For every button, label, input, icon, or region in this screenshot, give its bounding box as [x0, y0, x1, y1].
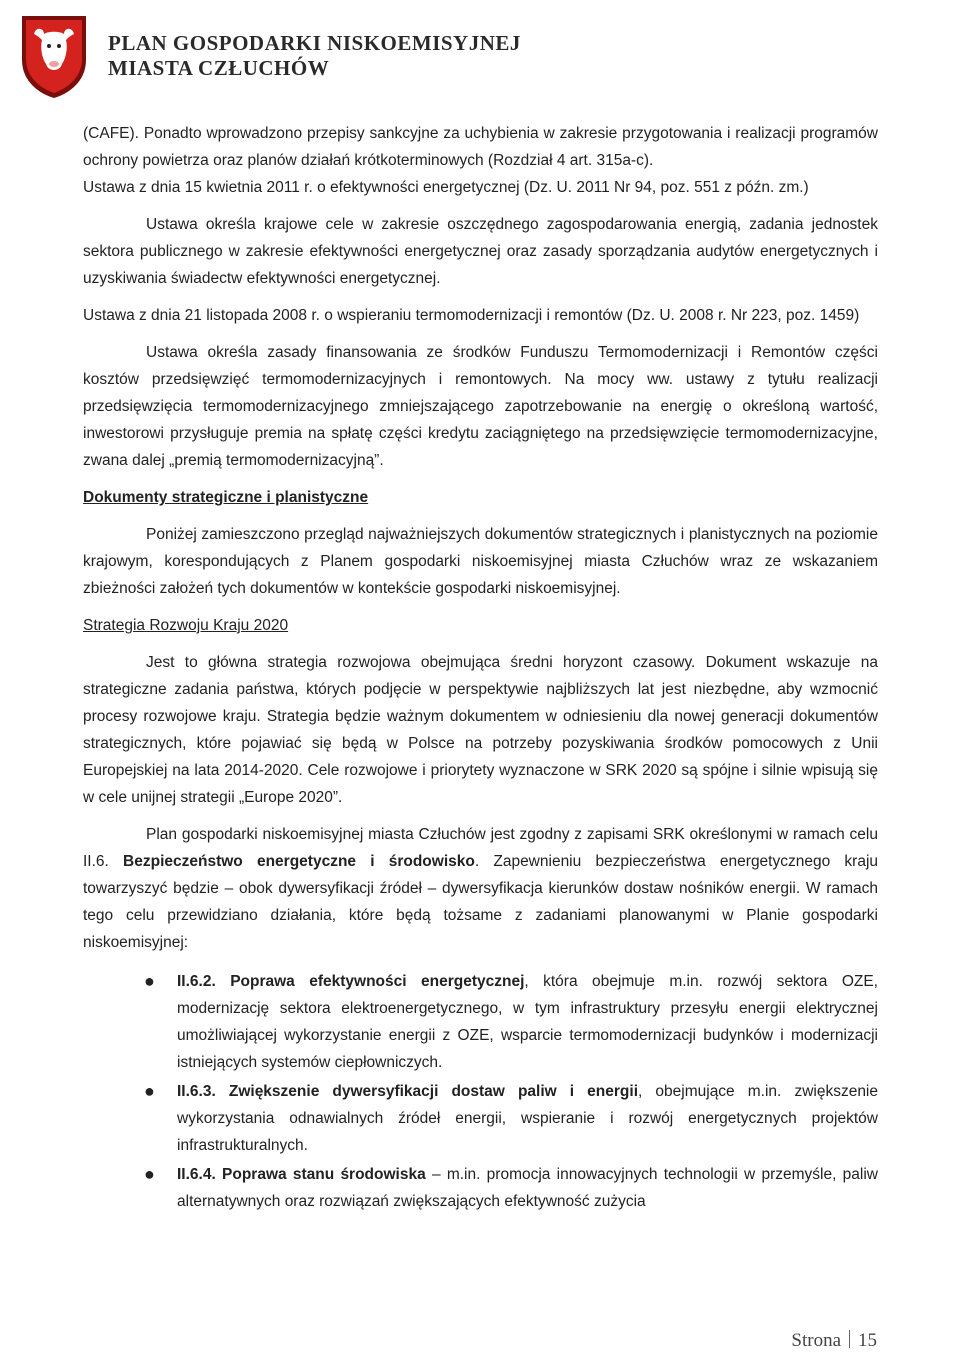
law2-title: Ustawa z dnia 21 listopada 2008 r. o wspieraniu termomodernizacji i remontów (Dz. U. 2008 r. Nr 223, poz. 1459) — [83, 307, 860, 324]
srk-paragraph-1: Jest to główna strategia rozwojowa obejmująca średni horyzont czasowy. Dokument wskazuje na strategiczne zadania państwa, których podjęcie w perspektywie najbliższych lat jest niezbędne, aby wzmocnić procesy rozwojowe kraju. Strategia będzie ważnym dokumentem w odniesieniu dla nowej generacji dokumentów strategicznych, które pojawiać się będą w Polsce na potrzeby pozyskiwania środków pomocowych z Unii Europejskiej na lata 2014-2020. Cele rozwojowe i priorytety wyznaczone w SRK 2020 są spójne i silnie wpisują się w cele unijnej strategii „Europe 2020”. — [83, 654, 878, 806]
law1-title: Ustawa z dnia 15 kwietnia 2011 r. o efektywności energetycznej (Dz. U. 2011 Nr 94, poz. 551 z późn. zm.) — [83, 179, 809, 196]
srk-bold-goal: Bezpieczeństwo energetyczne i środowisko — [123, 853, 475, 870]
list-item: ● II.6.3. Zwiększenie dywersyfikacji dostaw paliw i energii, obejmujące m.in. zwiększenie wykorzystania odnawialnych źródeł energii, wspieranie i rozwój energetycznych projektów infrastrukturalnych. — [83, 1078, 878, 1159]
page-number: 15 — [858, 1330, 877, 1351]
page-header — [18, 8, 521, 104]
goal-list — [83, 968, 878, 1215]
paragraph-cafe: (CAFE). Ponadto wprowadzono przepisy sankcyjne za uchybienia w zakresie przygotowania i realizacji programów ochrony powietrza oraz planów działań krótkoterminowych (Rozdział 4 art. 315a-c). — [83, 125, 878, 169]
footer-divider — [849, 1330, 850, 1348]
header-title-line1: PLAN GOSPODARKI NISKOEMISYJNEJ — [108, 31, 521, 55]
subsection-heading: Strategia Rozwoju Kraju 2020 — [83, 617, 289, 634]
page-footer — [791, 1330, 877, 1352]
header-title-line2: MIASTA CZŁUCHÓW — [108, 56, 330, 80]
section-heading: Dokumenty strategiczne i planistyczne — [83, 489, 369, 506]
bullet-icon: ● — [144, 1081, 155, 1101]
law1-description: Ustawa określa krajowe cele w zakresie oszczędnego zagospodarowania energią, zadania jednostek sektora publicznego w zakresie efektywności energetycznej oraz zasady sporządzania audytów energetycznych i uzyskiwania świadectw efektywności energetycznej. — [83, 216, 878, 287]
list-item: ● II.6.4. Poprawa stanu środowiska – m.in. promocja innowacyjnych technologii w przemyśle, paliw alternatywnych oraz rozwiązań zwiększających efektywność zużycia — [83, 1161, 878, 1215]
bullet-icon: ● — [144, 1164, 155, 1184]
bullet-icon: ● — [144, 971, 155, 991]
header-titles — [108, 31, 521, 81]
document-body — [83, 120, 878, 1217]
srk-paragraph-2: Plan gospodarki niskoemisyjnej miasta Człuchów jest zgodny z zapisami SRK określonymi w ramach celu II.6. Bezpieczeństwo energetyczne i środowisko. Zapewnieniu bezpieczeństwa energetycznego kraju towarzyszyć będzie – obok dywersyfikacji źródeł – dywersyfikacja kierunków dostaw nośników energii. W ramach tego celu przewidziano działania, które będą tożsame z zadaniami planowanymi w Planie gospodarki niskoemisyjnej: — [83, 826, 879, 951]
list-item: ● II.6.2. Poprawa efektywności energetycznej, która obejmuje m.in. rozwój sektora OZE, modernizację sektora elektroenergetycznego, w tym infrastruktury przesyłu energii elektrycznej umożliwiającej wykorzystanie energii z OZE, wsparcie termomodernizacji budynków i modernizacji istniejących systemów ciepłowniczych. — [83, 968, 878, 1076]
city-crest-icon — [18, 12, 90, 100]
section-intro: Poniżej zamieszczono przegląd najważniejszych dokumentów strategicznych i planistycznych na poziomie krajowym, korespondujących z Planem gospodarki niskoemisyjnej miasta Człuchów wraz ze wskazaniem zbieżności założeń tych dokumentów w kontekście gospodarki niskoemisyjnej. — [83, 526, 878, 597]
law2-description: Ustawa określa zasady finansowania ze środków Funduszu Termomodernizacji i Remontów części kosztów przedsięwzięć termomodernizacyjnych i remontowych. Na mocy ww. ustawy z tytułu realizacji przedsięwzięcia termomodernizacyjnego zmniejszającego zapotrzebowanie na energię o określoną wartość, inwestorowi przysługuje premia na spłatę części kredytu zaciągniętego na przedsięwzięcie termomodernizacyjne, zwana dalej „premią termomodernizacyjną”. — [83, 344, 878, 469]
page-label: Strona — [791, 1330, 841, 1351]
